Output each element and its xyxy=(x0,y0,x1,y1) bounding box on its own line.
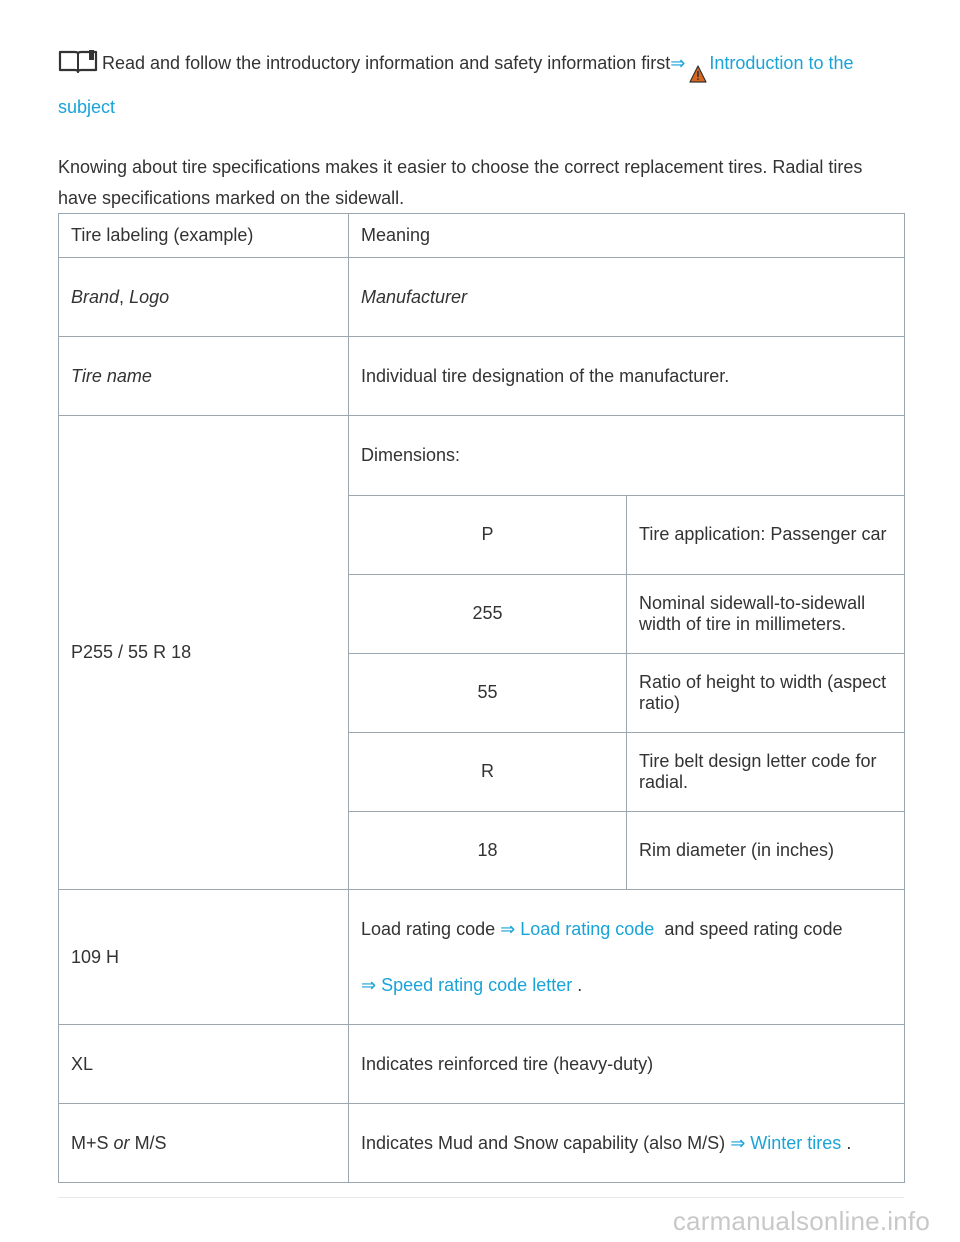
watermark: carmanualsonline.info xyxy=(672,1206,930,1236)
load-rating-link[interactable]: ⇒ Load rating code xyxy=(500,919,655,939)
ms-meaning-cell xyxy=(349,1104,905,1183)
dimension-code: 18 xyxy=(349,811,627,889)
dimension-label-cell: P255 / 55 R 18 xyxy=(59,416,349,890)
tire-name-meaning-cell: Individual tire designation of the manufacturer. xyxy=(349,337,905,416)
dimensions-subtable xyxy=(349,416,904,889)
dimension-meaning: Ratio of height to width (aspect ratio) xyxy=(627,653,905,732)
intro-note xyxy=(58,48,904,122)
ms-label-b: M/S xyxy=(134,1132,167,1153)
load-speed-cell xyxy=(349,890,905,1025)
intro-arrow: ⇒ xyxy=(670,53,686,73)
manufacturer-cell: Manufacturer xyxy=(349,258,905,337)
xl-label-cell: XL xyxy=(59,1025,349,1104)
book-icon xyxy=(58,49,98,82)
dimensions-cell xyxy=(349,416,905,890)
intro-text: Read and follow the introductory information and safety information first xyxy=(102,53,671,73)
dimension-row xyxy=(349,495,904,574)
period-text: . xyxy=(846,1132,852,1153)
table-row xyxy=(59,416,905,890)
dimensions-title: Dimensions: xyxy=(349,416,904,495)
table-row xyxy=(59,1025,905,1104)
page-content xyxy=(58,48,904,1153)
dimension-meaning: Rim diameter (in inches) xyxy=(627,811,905,889)
header-tire-labeling: Tire labeling (example) xyxy=(59,214,349,258)
table-row xyxy=(59,258,905,337)
table-row xyxy=(59,337,905,416)
introduction-link[interactable]: Introduction to the subject xyxy=(58,53,854,117)
load-text: Load rating code xyxy=(361,919,496,939)
ms-meaning-text: Indicates Mud and Snow capability (also M/S) xyxy=(361,1132,726,1153)
xl-meaning-cell: Indicates reinforced tire (heavy-duty) xyxy=(349,1025,905,1104)
brand-logo-cell xyxy=(59,258,349,337)
dimension-code: 255 xyxy=(349,574,627,653)
tire-spec-table xyxy=(58,213,905,1183)
load-label-cell: 109 H xyxy=(59,890,349,1025)
dimension-row xyxy=(349,653,904,732)
header-meaning: Meaning xyxy=(349,214,905,258)
dimension-code: 55 xyxy=(349,653,627,732)
footer-divider xyxy=(58,1197,904,1198)
dimension-code: R xyxy=(349,732,627,811)
period-text: . xyxy=(577,975,583,995)
ms-label-a: M+S xyxy=(71,1132,109,1153)
speed-rating-link[interactable]: ⇒ Speed rating code letter xyxy=(361,975,573,995)
dimension-meaning: Nominal sidewall-to-sidewall width of tire in millimeters. xyxy=(627,574,905,653)
dimension-meaning: Tire application: Passenger car xyxy=(627,495,905,574)
dimension-row xyxy=(349,574,904,653)
comma-text: , xyxy=(119,286,130,307)
winter-tires-link[interactable]: ⇒ Winter tires xyxy=(730,1132,842,1153)
dimension-row xyxy=(349,732,904,811)
tire-name-cell: Tire name xyxy=(59,337,349,416)
brand-text: Brand xyxy=(71,286,120,307)
ms-label-cell xyxy=(59,1104,349,1183)
dimension-code: P xyxy=(349,495,627,574)
speed-text: and speed rating code xyxy=(664,919,843,939)
table-row xyxy=(59,1104,905,1183)
table-header-row xyxy=(59,214,905,258)
tire-spec-paragraph: Knowing about tire specifications makes it easier to choose the correct replacement tires. Radial tires have specifications marked on the sidewall. xyxy=(58,157,863,208)
warning-triangle-icon xyxy=(689,62,707,92)
ms-or: or xyxy=(113,1132,130,1153)
dimension-meaning: Tire belt design letter code for radial. xyxy=(627,732,905,811)
logo-text: Logo xyxy=(129,286,170,307)
dimension-row xyxy=(349,811,904,889)
table-row xyxy=(59,890,905,1025)
